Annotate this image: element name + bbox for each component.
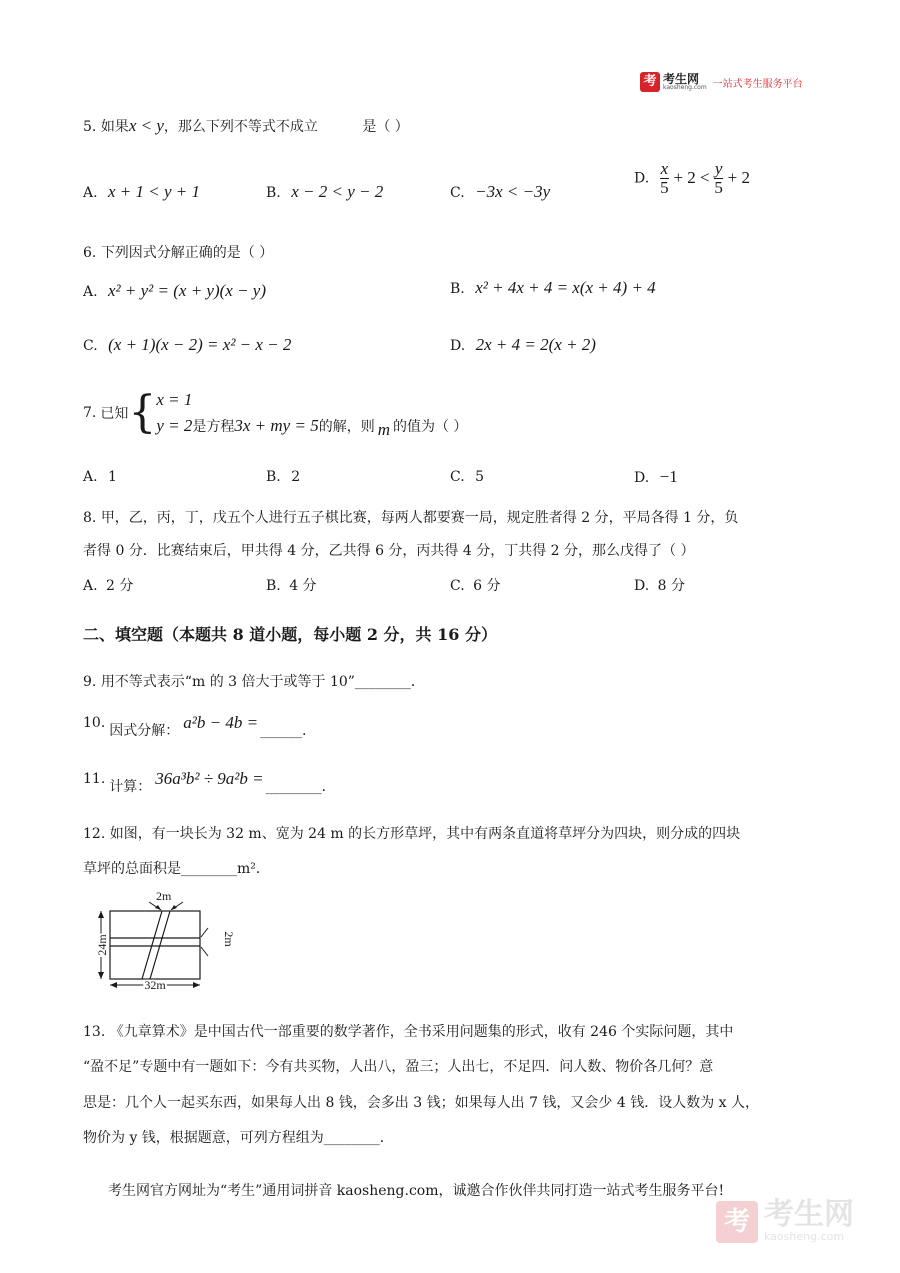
q8-option-c <box>450 575 500 595</box>
system-equation: y = 2 <box>156 416 193 435</box>
question-text: 因式分解： <box>109 723 180 739</box>
q5-option-c <box>450 182 550 202</box>
arrow-head-icon <box>171 905 177 910</box>
question-text: 的值为（ ） <box>392 419 468 435</box>
option-label: B. <box>450 281 465 297</box>
option-label: C. <box>450 578 465 594</box>
answer-blank[interactable]: ______． <box>260 723 317 739</box>
question-text: 下列因式分解正确的是（ ） <box>100 245 274 261</box>
system-equation: x = 1 <box>156 390 193 409</box>
option-label: C. <box>450 469 465 485</box>
watermark-name: 考生网 <box>764 1197 854 1232</box>
q8-option-a <box>83 575 133 595</box>
option-label: C. <box>450 185 465 201</box>
logo-name: 考生网 <box>663 72 700 86</box>
q5-option-a <box>83 182 200 202</box>
question-number: 8. <box>83 510 97 526</box>
option-value: 6 分 <box>473 578 501 594</box>
question-13-line3: 思是：几个人一起买东西，如果每人出 8 钱，会多出 3 钱；如果每人出 7 钱，又会少 4 钱．设人数为 x 人， <box>83 1095 760 1111</box>
answer-paren: 是（ ） <box>362 119 409 135</box>
question-text: 已知 <box>100 406 129 422</box>
question-number: 11. <box>83 771 106 787</box>
fig-label-left: 24m <box>95 934 109 956</box>
fraction-numerator: x <box>660 159 669 178</box>
option-label: B. <box>266 185 281 201</box>
question-12-line2[interactable]: 草坪的总面积是________m²． <box>83 861 270 877</box>
option-expr: x² + y² = (x + y)(x − y) <box>108 281 267 300</box>
fraction-denominator: 5 <box>714 177 723 197</box>
option-value: 2 分 <box>106 578 134 594</box>
question-number: 12. <box>83 826 106 842</box>
q7-option-d <box>634 467 678 487</box>
option-expr: x + 1 < y + 1 <box>108 182 201 201</box>
q7-option-c <box>450 469 484 485</box>
option-label: A. <box>83 284 98 300</box>
road-slanted-edge <box>150 911 170 979</box>
question-number: 9. <box>83 674 97 690</box>
option-label: D. <box>634 578 650 594</box>
question-text: 计算： <box>109 779 152 795</box>
dim-arrow-right <box>201 928 208 937</box>
option-label: C. <box>83 338 98 354</box>
equation-system <box>156 387 192 439</box>
header-slogan: 一站式考生服务平台 <box>712 78 803 90</box>
option-label: A. <box>83 578 98 594</box>
option-label: D. <box>634 470 650 486</box>
option-value: 4 分 <box>289 578 317 594</box>
logo-text <box>663 73 707 91</box>
question-text: ，那么下列不等式不成立 <box>163 119 318 135</box>
system-brace-icon: { <box>128 387 157 438</box>
question-8-line2: 者得 0 分．比赛结束后，甲共得 4 分，乙共得 6 分，丙共得 4 分，丁共得 2 分，那么戊得了（ ） <box>83 543 695 559</box>
question-13-line4[interactable]: 物价为 y 钱，根据题意，可列方程组为________． <box>83 1130 394 1146</box>
option-value: −1 <box>659 467 678 486</box>
q8-option-d <box>634 575 685 595</box>
logo-icon: 考 <box>640 72 660 92</box>
option-expr-mid: + 2 < <box>673 168 710 188</box>
option-value: 2 <box>291 469 301 485</box>
answer-blank[interactable]: ________． <box>265 779 336 795</box>
q7-option-a <box>83 469 117 485</box>
option-label: D. <box>634 170 650 187</box>
option-label: B. <box>266 578 281 594</box>
lawn-rectangle <box>110 911 200 979</box>
watermark-domain: kaosheng.com <box>764 1230 845 1243</box>
dim-arrow-right <box>201 947 208 956</box>
question-number: 6. <box>83 245 97 261</box>
question-text: 用不等式表示“m 的 3 倍大于或等于 10”________． <box>100 674 425 690</box>
q6-option-d <box>450 335 596 355</box>
lawn-figure <box>94 884 234 994</box>
fig-label-right: 2m <box>222 931 236 947</box>
fig-label-top: 2m <box>156 889 172 903</box>
arrow-head-icon <box>193 982 200 988</box>
q5-option-d <box>634 160 750 197</box>
option-expr: 2x + 4 = 2(x + 2) <box>475 335 596 354</box>
fraction-denominator: 5 <box>660 177 669 197</box>
question-13 <box>83 1021 733 1041</box>
logo-domain: kaosheng.com <box>663 84 707 91</box>
question-text: 《九章算术》是中国古代一部重要的数学著作，全书采用问题集的形式，收有 246 个实际问题，其中 <box>109 1024 734 1040</box>
q5-option-b <box>266 182 383 202</box>
question-8 <box>83 507 738 527</box>
page-footer: 考生网官方网址为“考生”通用词拼音 kaosheng.com，诚邀合作伙伴共同打造一站式考生服务平台! <box>108 1183 725 1199</box>
math-var: m <box>377 420 390 439</box>
option-label: B. <box>266 469 281 485</box>
math-expr: 36a³b² ÷ 9a²b = <box>155 769 264 788</box>
arrow-head-icon <box>110 982 117 988</box>
watermark-logo <box>716 1197 854 1243</box>
question-5 <box>83 116 409 136</box>
q6-option-b <box>450 278 656 298</box>
header-logo[interactable] <box>640 72 803 92</box>
road-slanted-edge <box>142 911 162 979</box>
option-label: A. <box>83 185 98 201</box>
option-expr: x² + 4x + 4 = x(x + 4) + 4 <box>475 278 656 297</box>
question-10 <box>83 706 316 740</box>
question-text: 如果 <box>100 119 129 135</box>
option-expr: (x + 1)(x − 2) = x² − x − 2 <box>108 335 292 354</box>
fraction-numerator: y <box>714 159 723 178</box>
question-text: 的解，则 <box>318 419 375 435</box>
option-label: D. <box>450 338 466 354</box>
option-expr: x − 2 < y − 2 <box>291 182 384 201</box>
option-value: 5 <box>475 469 485 485</box>
question-11 <box>83 762 336 796</box>
question-7 <box>83 386 467 440</box>
question-text: 如图，有一块长为 32 m、宽为 24 m 的长方形草坪，其中有两条直道将草坪分为四块，则分成的四块 <box>109 826 741 842</box>
option-label: A. <box>83 469 98 485</box>
watermark-text <box>764 1197 854 1243</box>
arrow-head-icon <box>98 972 104 979</box>
option-value: 1 <box>108 469 117 485</box>
q8-option-b <box>266 575 317 595</box>
arrow-head-icon <box>98 911 104 918</box>
question-9 <box>83 671 425 691</box>
question-number: 5. <box>83 119 97 135</box>
watermark-icon: 考 <box>716 1201 758 1243</box>
question-text: 是方程 <box>192 419 235 435</box>
math-expr: 3x + my = 5 <box>234 416 319 435</box>
option-expr: −3x < −3y <box>475 182 551 201</box>
option-value: 8 分 <box>657 578 685 594</box>
fig-label-bottom: 32m <box>144 978 166 992</box>
q6-option-a <box>83 281 266 301</box>
question-number: 13. <box>83 1024 106 1040</box>
math-expr: x < y <box>128 116 164 135</box>
question-13-line2: “盈不足”专题中有一题如下：今有共买物，人出八，盈三；人出七，不足四．问人数、物价各几何？意 <box>83 1059 714 1075</box>
q7-option-b <box>266 469 300 485</box>
option-expr-end: + 2 <box>727 168 751 188</box>
option-expr <box>660 159 751 197</box>
question-12 <box>83 823 740 843</box>
question-number: 10. <box>83 715 106 731</box>
section-heading: 二、填空题（本题共 8 道小题，每小题 2 分，共 16 分） <box>83 625 497 644</box>
math-expr: a²b − 4b = <box>183 713 259 732</box>
q6-option-c <box>83 335 291 355</box>
arrow-head-icon <box>155 905 161 910</box>
question-number: 7. <box>83 405 97 421</box>
question-6 <box>83 242 273 262</box>
question-text: 甲，乙，丙，丁，戊五个人进行五子棋比赛，每两人都要赛一局，规定胜者得 2 分，平局各得 1 分，负 <box>100 510 739 526</box>
